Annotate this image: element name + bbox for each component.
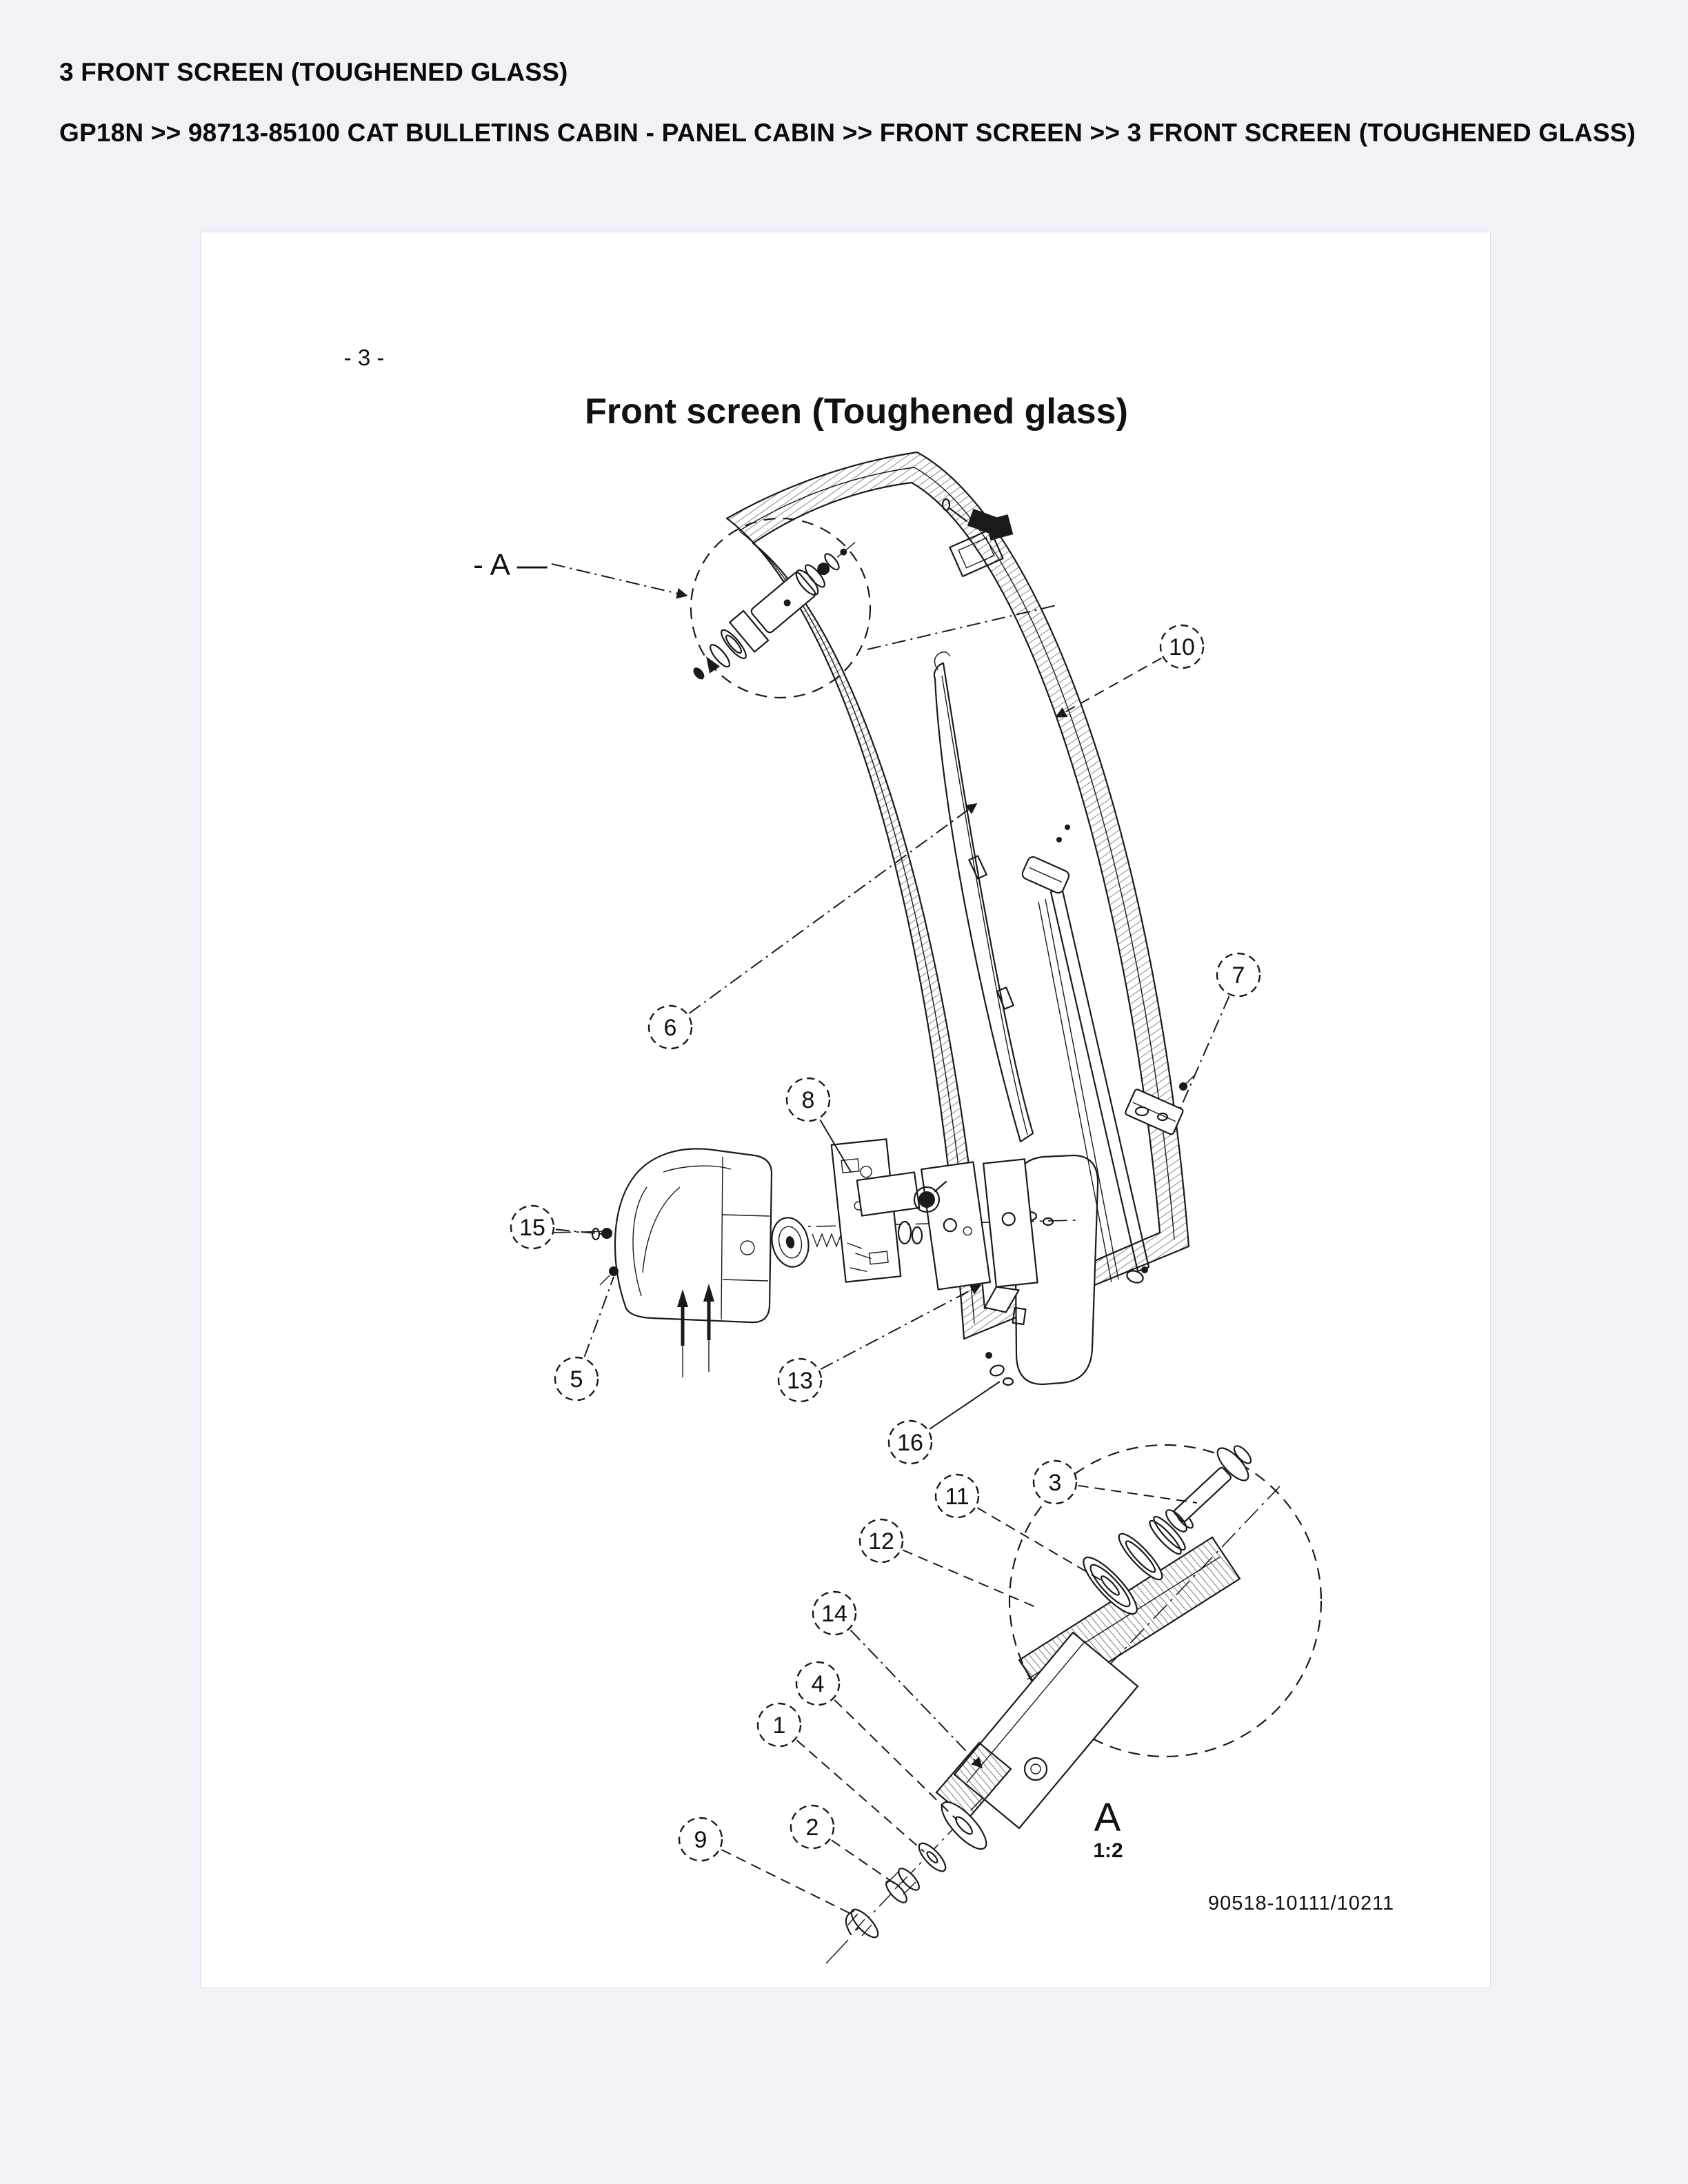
callout-7[interactable]: [1217, 953, 1260, 996]
callout-number-8: 8: [801, 1087, 815, 1113]
callout-9[interactable]: [679, 1818, 722, 1861]
frame-corner-pivot: [985, 1352, 1013, 1385]
callout-13[interactable]: [778, 1359, 821, 1402]
nut: [883, 1866, 923, 1905]
pivot-bolt: [1163, 1444, 1254, 1535]
leader-13: [821, 1285, 981, 1369]
leader-16: [930, 1382, 1000, 1429]
callout-1[interactable]: [758, 1703, 801, 1746]
leader-14: [850, 1630, 982, 1768]
callout-4[interactable]: [796, 1662, 839, 1705]
sheet-page-number: - 3 -: [343, 345, 385, 370]
leader-12: [903, 1550, 1037, 1608]
callout-15[interactable]: [511, 1206, 554, 1248]
page-heading: 3 FRONT SCREEN (TOUGHENED GLASS): [59, 58, 568, 86]
mount-arrow: [677, 1289, 688, 1377]
leader-4: [834, 1700, 957, 1820]
wiper-arm-head: [1021, 856, 1070, 895]
callout-number-10: 10: [1169, 634, 1195, 660]
callout-14[interactable]: [813, 1592, 856, 1635]
pivot-detail-circle-a: [826, 1444, 1321, 1963]
figure-title: Front screen (Toughened glass): [585, 392, 1128, 432]
drawing-number: 90518-10111/10211: [1208, 1892, 1395, 1914]
callout-number-13: 13: [787, 1368, 813, 1394]
callout-number-3: 3: [1048, 1470, 1062, 1496]
callout-10[interactable]: [1160, 625, 1203, 668]
leader-7: [1179, 996, 1229, 1111]
callout-number-2: 2: [805, 1814, 819, 1841]
callout-number-5: 5: [570, 1366, 583, 1393]
mount-arrow: [703, 1284, 714, 1372]
callout-12[interactable]: [860, 1519, 903, 1562]
callout-3[interactable]: [1034, 1461, 1076, 1504]
motor-housing: [615, 1149, 772, 1322]
wiper-motor-assembly: [552, 1139, 1076, 1377]
leader-3: [1078, 1486, 1197, 1503]
section-scale: 1:2: [1093, 1839, 1123, 1862]
callout-6[interactable]: [649, 1006, 692, 1049]
leader-2: [832, 1840, 896, 1885]
callout-number-7: 7: [1232, 962, 1245, 989]
callout-5[interactable]: [555, 1357, 598, 1400]
callout-11[interactable]: [936, 1475, 978, 1517]
callout-number-4: 4: [811, 1671, 825, 1697]
callout-number-15: 15: [519, 1215, 545, 1241]
callout-number-9: 9: [694, 1827, 707, 1853]
screw-15: [601, 1228, 612, 1239]
callout-number-14: 14: [821, 1601, 847, 1627]
detail-a-label: - A —: [473, 548, 547, 582]
callout-number-12: 12: [868, 1528, 894, 1555]
leader-9: [721, 1850, 856, 1917]
callout-number-6: 6: [663, 1015, 677, 1041]
callout-2[interactable]: [791, 1806, 834, 1848]
detail-a-leader: [552, 564, 687, 596]
screw-5: [609, 1266, 619, 1276]
mount-bracket: [921, 1162, 990, 1290]
section-letter: A: [1094, 1795, 1123, 1840]
callout-16[interactable]: [889, 1421, 932, 1464]
callout-number-11: 11: [945, 1484, 969, 1510]
leader-11: [977, 1508, 1103, 1581]
callout-number-16: 16: [897, 1430, 923, 1456]
lower-fastener-stack: [826, 1796, 993, 1963]
callout-8[interactable]: [787, 1078, 830, 1121]
cap: [826, 1905, 882, 1963]
breadcrumb: GP18N >> 98713-85100 CAT BULLETINS CABIN - PANEL CABIN >> FRONT SCREEN >> 3 FRONT SCREEN (TOUGHENED GLASS): [59, 119, 1636, 147]
motor-gear: [767, 1214, 813, 1270]
leader-5: [585, 1277, 614, 1357]
callout-number-1: 1: [772, 1712, 786, 1739]
